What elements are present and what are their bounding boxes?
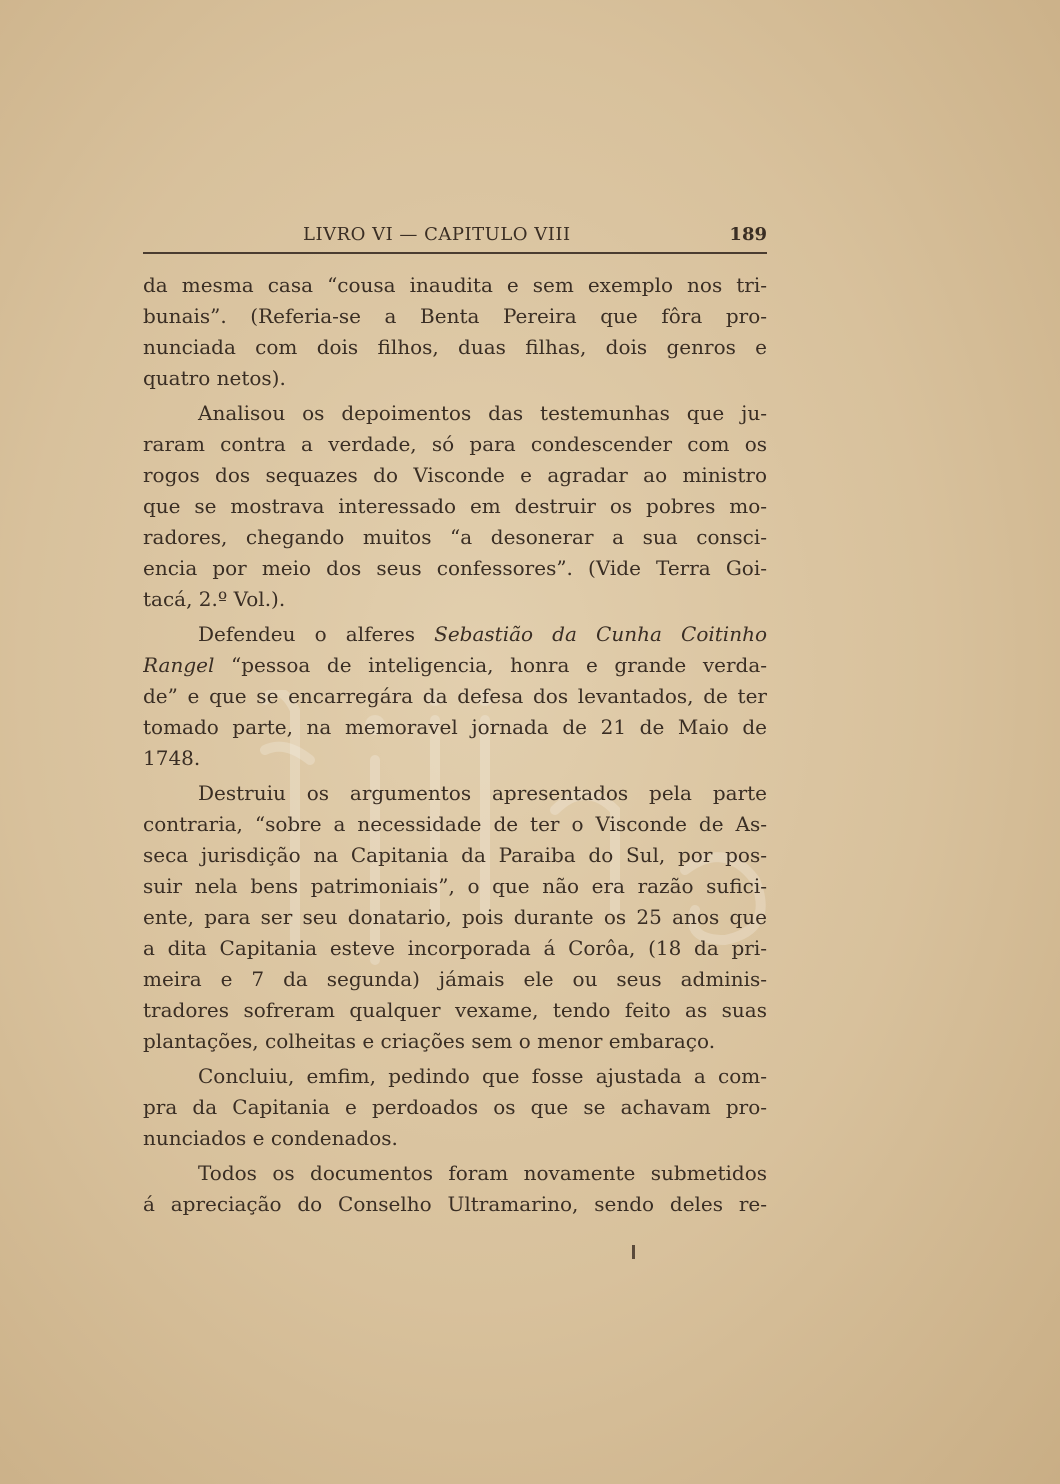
page-number: 189 — [729, 224, 767, 245]
paragraph-2 — [143, 398, 767, 615]
text-line: seca jurisdição na Capitania da Paraiba do Sul, por pos- — [143, 843, 767, 867]
text-line-with-name — [143, 619, 767, 650]
text-line: de” e que se encarregára da defesa dos levantados, de ter — [143, 684, 767, 708]
running-title: LIVRO VI — CAPITULO VIII — [303, 224, 571, 245]
italic-name: Sebastião da Cunha Coitinho — [434, 622, 767, 646]
running-head — [143, 222, 767, 254]
text-line: plantações, colheitas e criações sem o menor embaraço. — [143, 1029, 716, 1053]
text-line: tradores sofreram qualquer vexame, tendo feito as suas — [143, 998, 767, 1022]
text-line: rogos dos sequazes do Visconde e agradar ao ministro — [143, 463, 767, 487]
text-line: contraria, “sobre a necessidade de ter o Visconde de As- — [143, 812, 767, 836]
text-line: meira e 7 da segunda) jámais ele ou seus adminis- — [143, 967, 767, 991]
text-line: tacá, 2.º Vol.). — [143, 587, 286, 611]
text-line: suir nela bens patrimoniais”, o que não era razão sufici- — [143, 874, 767, 898]
text-line: bunais”. (Referia-se a Benta Pereira que fôra pro- — [143, 304, 767, 328]
text-line: radores, chegando muitos “a desonerar a sua consci- — [143, 525, 767, 549]
paragraph-6 — [143, 1158, 767, 1220]
text-line: da mesma casa “cousa inaudita e sem exemplo nos tri- — [143, 273, 767, 297]
text-line: pra da Capitania e perdoados os que se achavam pro- — [143, 1095, 767, 1119]
text-line: Analisou os depoimentos das testemunhas que ju- — [198, 401, 767, 425]
paragraph-3 — [143, 619, 767, 774]
text-line-with-name — [143, 650, 767, 681]
text-line: Concluiu, emfim, pedindo que fosse ajustada a com- — [198, 1064, 767, 1088]
text-line: Destruiu os argumentos apresentados pela parte — [198, 781, 767, 805]
paragraph-1 — [143, 270, 767, 394]
text-line: raram contra a verdade, só para condescender com os — [143, 432, 767, 456]
text-line: encia por meio dos seus confessores”. (Vide Terra Goi- — [143, 556, 767, 580]
italic-name: Rangel — [143, 653, 215, 677]
ink-mark — [632, 1245, 635, 1259]
text-line: tomado parte, na memoravel jornada de 21 de Maio de — [143, 715, 767, 739]
text-line: nunciados e condenados. — [143, 1126, 398, 1150]
text-line: a dita Capitania esteve incorporada á Corôa, (18 da pri- — [143, 936, 767, 960]
body-text — [143, 270, 767, 1220]
text-line: Todos os documentos foram novamente submetidos — [198, 1161, 767, 1185]
text-line: ente, para ser seu donatario, pois durante os 25 anos que — [143, 905, 767, 929]
text-line: quatro netos). — [143, 366, 286, 390]
paragraph-5 — [143, 1061, 767, 1154]
text-segment: Defendeu o alferes — [198, 622, 435, 646]
text-line: que se mostrava interessado em destruir os pobres mo- — [143, 494, 767, 518]
paragraph-4 — [143, 778, 767, 1057]
text-line: 1748. — [143, 746, 201, 770]
text-line: á apreciação do Conselho Ultramarino, sendo deles re- — [143, 1192, 767, 1216]
text-segment: “pessoa de inteligencia, honra e grande verda- — [230, 653, 767, 677]
text-line: nunciada com dois filhos, duas filhas, dois genros e — [143, 335, 767, 359]
